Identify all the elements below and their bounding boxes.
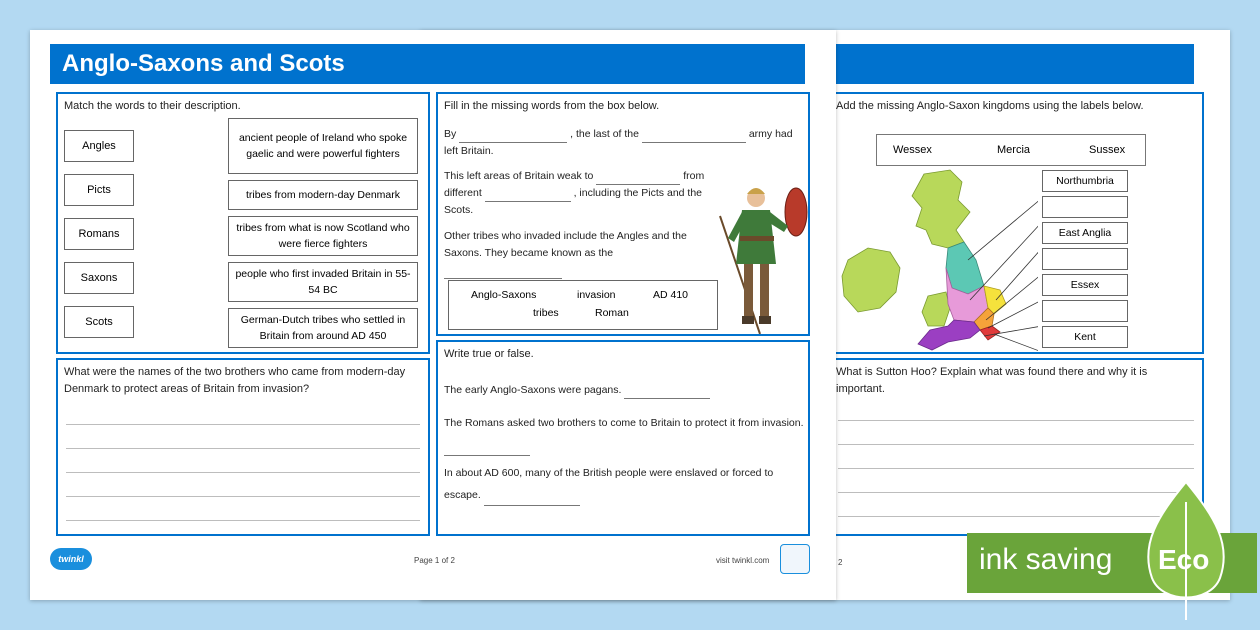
fill-text-fragment: This left areas of Britain weak to — [444, 170, 594, 182]
fill-blank[interactable] — [642, 131, 746, 143]
match-description[interactable]: people who first invaded Britain in 55-54 BC — [228, 262, 418, 302]
twinkl-logo: twinkl — [50, 548, 92, 570]
map-section — [828, 92, 1204, 354]
fill-paragraph-1 — [444, 126, 808, 160]
map-label-blank[interactable] — [1042, 300, 1128, 322]
kingdom-word: Mercia — [997, 144, 1031, 156]
truefalse-statement-1 — [444, 382, 804, 399]
answer-line[interactable] — [66, 496, 420, 497]
ink-saving-text: ink saving — [979, 543, 1113, 576]
word-bank-item: AD 410 — [653, 289, 689, 301]
ireland-shape — [842, 248, 900, 312]
truefalse-statement-2 — [444, 412, 808, 456]
truefalse-blank[interactable] — [484, 494, 580, 506]
true-false-section — [436, 340, 810, 536]
fill-text-fragment: , the last of the — [570, 128, 639, 140]
fill-instruction: Fill in the missing words from the box below. — [444, 100, 660, 112]
map-label-essex: Essex — [1042, 274, 1128, 296]
fill-text-fragment: By — [444, 128, 457, 140]
fill-in-section — [436, 92, 810, 336]
fill-blank[interactable] — [459, 131, 567, 143]
statement-text: The Romans asked two brothers to come to Britain to protect it from invasion. — [444, 417, 804, 429]
fill-text-fragment: from different — [444, 170, 705, 199]
anglo-saxon-warrior-illustration — [714, 168, 808, 334]
word-bank-item: Anglo-Saxons — [471, 289, 537, 301]
page-title: Anglo-Saxons and Scots — [50, 44, 805, 84]
answer-line[interactable] — [838, 420, 1194, 421]
match-word[interactable]: Picts — [64, 174, 134, 206]
fill-blank[interactable] — [485, 190, 571, 202]
match-word[interactable]: Saxons — [64, 262, 134, 294]
match-description[interactable]: tribes from what is now Scotland who were fierce fighters — [228, 216, 418, 256]
wales-shape — [922, 292, 950, 326]
truefalse-blank[interactable] — [624, 387, 710, 399]
fill-blank[interactable] — [596, 173, 680, 185]
brothers-question: What were the names of the two brothers who came from modern-day Denmark to protect areas of Britain from invasion? — [64, 366, 406, 395]
kingdom-word: Sussex — [1089, 144, 1126, 156]
scotland-shape — [912, 170, 970, 248]
sutton-hoo-question: What is Sutton Hoo? Explain what was found there and why it is important. — [836, 366, 1148, 395]
truefalse-instruction: Write true or false. — [444, 348, 534, 360]
answer-line[interactable] — [66, 520, 420, 521]
fill-text-fragment: , including the Picts and the Scots. — [444, 187, 703, 216]
fill-blank[interactable] — [444, 267, 562, 279]
truefalse-blank[interactable] — [444, 444, 530, 456]
fill-paragraph-3 — [444, 228, 714, 279]
match-description[interactable]: tribes from modern-day Denmark — [228, 180, 418, 210]
page-number: Page 1 of 2 — [414, 556, 455, 565]
brothers-section — [56, 358, 430, 536]
kingdom-word-box — [876, 134, 1146, 166]
kingdom-word: Wessex — [893, 144, 932, 156]
map-label-blank[interactable] — [1042, 248, 1128, 270]
fill-paragraph-2 — [444, 168, 714, 219]
map-label-blank[interactable] — [1042, 196, 1128, 218]
page-number-back: 2 — [838, 558, 843, 567]
britain-map — [838, 168, 1038, 354]
match-word[interactable]: Scots — [64, 306, 134, 338]
worksheet-page-1 — [30, 30, 836, 600]
answer-line[interactable] — [66, 424, 420, 425]
map-label-kent: Kent — [1042, 326, 1128, 348]
word-bank — [448, 280, 718, 330]
answer-line[interactable] — [838, 468, 1194, 469]
match-section — [56, 92, 430, 354]
word-bank-item: tribes — [533, 307, 559, 319]
answer-line[interactable] — [66, 472, 420, 473]
statement-text: The early Anglo-Saxons were pagans. — [444, 384, 622, 396]
match-instruction: Match the words to their description. — [64, 100, 241, 112]
map-label-northumbria: Northumbria — [1042, 170, 1128, 192]
match-description[interactable]: German-Dutch tribes who settled in Britain from around AD 450 — [228, 308, 418, 348]
eco-badge-label: Eco — [1158, 544, 1210, 575]
truefalse-statement-3 — [444, 462, 808, 506]
fill-text-fragment: Other tribes who invaded include the Angles and the Saxons. They became known as the — [444, 230, 687, 259]
map-instruction: Add the missing Anglo-Saxon kingdoms using the labels below. — [836, 100, 1144, 112]
twinkl-badge-icon — [780, 544, 810, 574]
site-link[interactable]: visit twinkl.com — [716, 556, 770, 565]
statement-text: In about AD 600, many of the British people were enslaved or forced to escape. — [444, 467, 774, 501]
word-bank-item: invasion — [577, 289, 616, 301]
word-bank-item: Roman — [595, 307, 629, 319]
answer-line[interactable] — [66, 448, 420, 449]
match-description[interactable]: ancient people of Ireland who spoke gaelic and were powerful fighters — [228, 118, 418, 174]
page-banner — [828, 44, 1194, 84]
answer-line[interactable] — [838, 444, 1194, 445]
match-word[interactable]: Angles — [64, 130, 134, 162]
map-label-east-anglia: East Anglia — [1042, 222, 1128, 244]
fill-text-fragment: army had left Britain. — [444, 128, 793, 157]
match-word[interactable]: Romans — [64, 218, 134, 250]
